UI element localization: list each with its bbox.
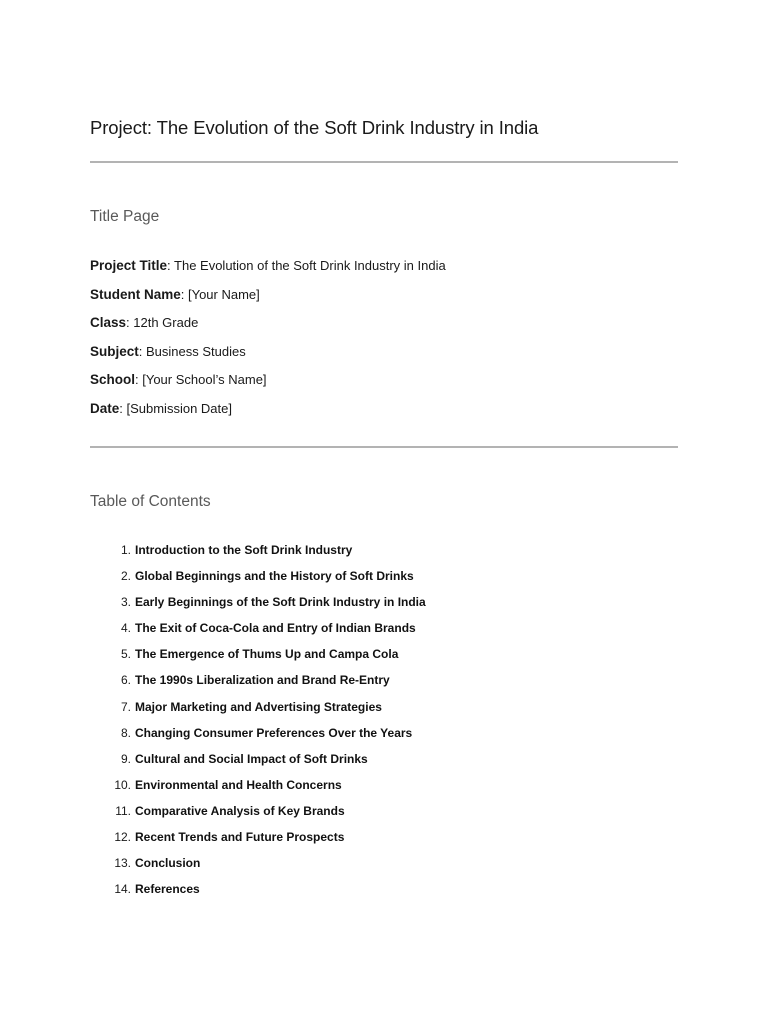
toc-number: 9. — [120, 751, 131, 766]
toc-entry: The 1990s Liberalization and Brand Re-Entry — [135, 673, 390, 688]
toc-number: 7. — [120, 699, 131, 714]
toc-number: 12. — [114, 830, 131, 845]
toc-entry: Global Beginnings and the History of Soft Drinks — [135, 569, 414, 584]
detail-value: : Business Studies — [138, 343, 246, 359]
toc-item — [90, 700, 426, 726]
toc-entry: References — [135, 882, 200, 897]
title-page-details — [90, 258, 446, 429]
toc-item — [90, 726, 426, 752]
toc-item — [90, 569, 426, 595]
horizontal-divider — [90, 161, 678, 163]
detail-label: Class — [90, 315, 127, 330]
toc-entry: Early Beginnings of the Soft Drink Industry in India — [135, 595, 426, 610]
detail-date — [90, 401, 446, 430]
toc-item — [90, 752, 426, 778]
toc-number: 1. — [120, 543, 131, 557]
toc-item — [90, 595, 426, 621]
toc-number: 14. — [114, 882, 131, 897]
detail-value: : [Your Name] — [180, 286, 260, 302]
detail-label: School — [90, 372, 136, 387]
detail-label: Date — [90, 400, 120, 416]
document-page — [90, 0, 678, 1024]
toc-item — [90, 856, 426, 882]
toc-entry: Cultural and Social Impact of Soft Drinks — [135, 751, 368, 766]
detail-value: : [Your School’s Name] — [135, 372, 267, 387]
toc-item — [90, 882, 426, 908]
detail-class — [90, 315, 446, 344]
horizontal-divider — [90, 446, 678, 448]
toc-entry: Conclusion — [135, 856, 201, 871]
toc-number: 8. — [120, 725, 131, 740]
detail-project-title — [90, 258, 446, 287]
toc-entry: Comparative Analysis of Key Brands — [135, 803, 345, 818]
toc-number: 3. — [120, 595, 131, 610]
section-heading-title-page: Title Page — [90, 208, 160, 225]
toc-entry: The Exit of Coca-Cola and Entry of Indian Brands — [135, 621, 416, 636]
toc-entry: Environmental and Health Concerns — [135, 777, 342, 792]
toc-number: 11. — [115, 803, 131, 818]
toc-entry: Introduction to the Soft Drink Industry — [135, 543, 353, 557]
document-title: Project: The Evolution of the Soft Drink Industry in India — [90, 117, 539, 138]
detail-subject — [90, 344, 446, 373]
toc-item — [90, 830, 426, 856]
detail-label: Student Name — [90, 286, 181, 302]
toc-number: 6. — [120, 673, 131, 688]
detail-label: Subject — [90, 343, 139, 359]
detail-value: : [Submission Date] — [119, 400, 232, 416]
toc-entry: Changing Consumer Preferences Over the Years — [135, 725, 413, 740]
table-of-contents-list — [90, 543, 426, 908]
toc-item — [90, 647, 426, 673]
toc-number: 13. — [114, 856, 131, 871]
toc-number: 5. — [120, 647, 131, 662]
detail-student-name — [90, 287, 446, 316]
toc-item — [90, 778, 426, 804]
toc-item — [90, 673, 426, 699]
toc-number: 4. — [120, 621, 131, 636]
section-heading-table-of-contents: Table of Contents — [90, 493, 211, 510]
toc-number: 2. — [120, 569, 131, 584]
detail-value: : 12th Grade — [126, 315, 199, 330]
toc-item — [90, 621, 426, 647]
toc-entry: The Emergence of Thums Up and Campa Cola — [135, 647, 399, 662]
detail-value: : The Evolution of the Soft Drink Industry in India — [167, 258, 446, 273]
toc-entry: Major Marketing and Advertising Strategies — [135, 699, 382, 714]
toc-item — [90, 543, 426, 569]
toc-number: 10. — [114, 777, 131, 792]
detail-school — [90, 372, 446, 401]
toc-entry: Recent Trends and Future Prospects — [135, 830, 345, 845]
toc-item — [90, 804, 426, 830]
detail-label: Project Title — [90, 258, 168, 273]
